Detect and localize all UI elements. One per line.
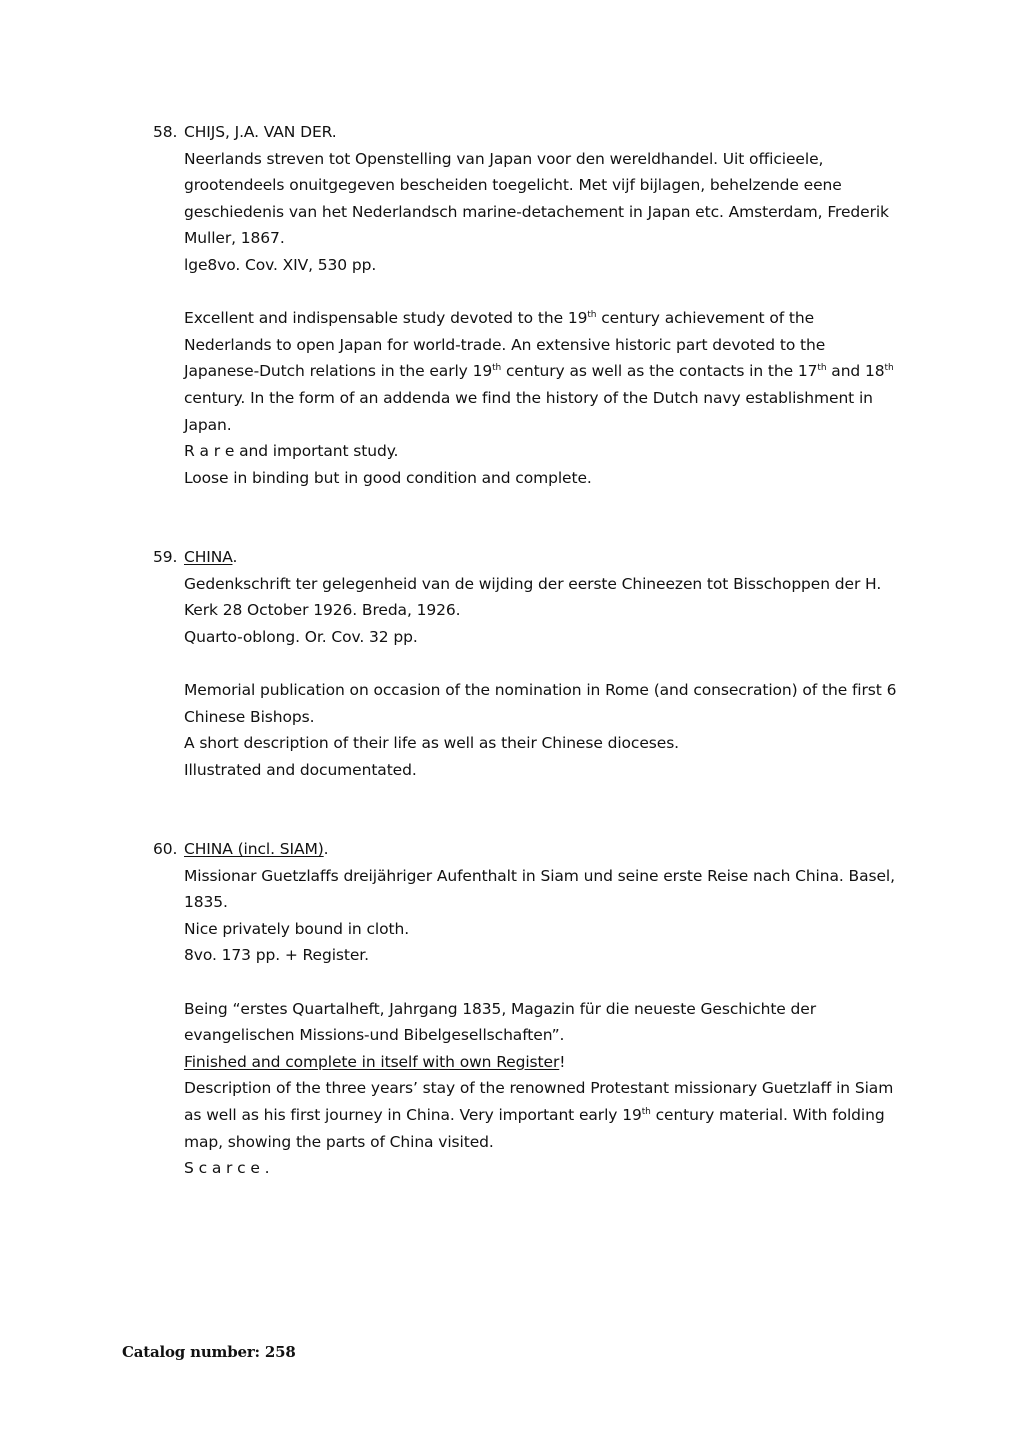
entry-number: 59.: [153, 548, 178, 566]
catalog-entry-60: [153, 836, 923, 1182]
binding-note: Nice privately bound in cloth.: [184, 919, 410, 938]
title-line: Missionar Guetzlaffs dreijähriger Aufenthalt in Siam und seine erste Reise nach China. Basel,: [184, 866, 895, 885]
entry-heading-line: CHINA.: [184, 548, 238, 566]
description-line: Excellent and indispensable study devoted to the 19th century achievement of the: [184, 309, 815, 328]
title-line: geschiedenis van het Nederlandsch marine-detachement in Japan etc. Amsterdam, Frederik: [184, 202, 889, 221]
entry-number: 60.: [153, 840, 178, 858]
entry-number: 58.: [153, 123, 178, 141]
entry-heading-line: CHINA (incl. SIAM).: [184, 840, 329, 858]
title-line: 1835.: [184, 893, 228, 912]
format-line: Quarto-oblong. Or. Cov. 32 pp.: [184, 627, 418, 646]
paragraph-gap: [184, 969, 923, 996]
description-line: Being “erstes Quartalheft, Jahrgang 1835, Magazin für die neueste Geschichte der: [184, 999, 817, 1018]
entry-heading: CHINA (incl. SIAM): [184, 840, 324, 858]
description-line: evangelischen Missions-und Bibelgesellschaften”.: [184, 1026, 565, 1045]
paragraph-gap: [184, 650, 923, 677]
description-line: Chinese Bishops.: [184, 707, 315, 726]
description-line: Description of the three years’ stay of the renowned Protestant missionary Guetzlaff in Siam: [184, 1079, 894, 1098]
title-line: Muller, 1867.: [184, 229, 285, 248]
entry-heading: CHIJS, J.A. VAN DER.: [184, 123, 337, 141]
rarity-note: S c a r c e .: [184, 1159, 270, 1178]
description-line: Japan.: [184, 415, 232, 434]
format-line: 8vo. 173 pp. + Register.: [184, 946, 369, 965]
title-line: Neerlands streven tot Openstelling van Japan voor den wereldhandel. Uit officieele,: [184, 149, 824, 168]
catalog-entry-58: [153, 119, 923, 491]
catalog-entry-59: [153, 544, 923, 783]
completeness-note: Finished and complete in itself with own Register: [184, 1052, 560, 1071]
description-line: A short description of their life as well as their Chinese dioceses.: [184, 734, 679, 753]
description-line: as well as his first journey in China. Very important early 19th century material. With folding: [184, 1105, 885, 1124]
description-line: Finished and complete in itself with own Register!: [184, 1052, 566, 1071]
description-line: century. In the form of an addenda we find the history of the Dutch navy establishment in: [184, 388, 873, 407]
condition-note: Loose in binding but in good condition and complete.: [184, 468, 592, 487]
catalog-number-footer: Catalog number: 258: [122, 1343, 296, 1361]
title-line: Kerk 28 October 1926. Breda, 1926.: [184, 601, 461, 620]
rarity-note: R a r e and important study.: [184, 442, 399, 461]
title-line: grootendeels onuitgegeven bescheiden toegelicht. Met vijf bijlagen, behelzende eene: [184, 176, 842, 195]
description-line: map, showing the parts of China visited.: [184, 1132, 494, 1151]
paragraph-gap: [184, 279, 923, 306]
description-line: Japanese-Dutch relations in the early 19th century as well as the contacts in the 17th and 18th: [184, 362, 894, 381]
title-line: Gedenkschrift ter gelegenheid van de wijding der eerste Chineezen tot Bisschoppen der H.: [184, 574, 882, 593]
description-line: Nederlands to open Japan for world-trade. An extensive historic part devoted to the: [184, 335, 826, 354]
format-line: lge8vo. Cov. XIV, 530 pp.: [184, 255, 377, 274]
description-line: Memorial publication on occasion of the nomination in Rome (and consecration) of the first 6: [184, 680, 897, 699]
description-line: Illustrated and documentated.: [184, 760, 417, 779]
entry-heading: CHINA: [184, 548, 233, 566]
